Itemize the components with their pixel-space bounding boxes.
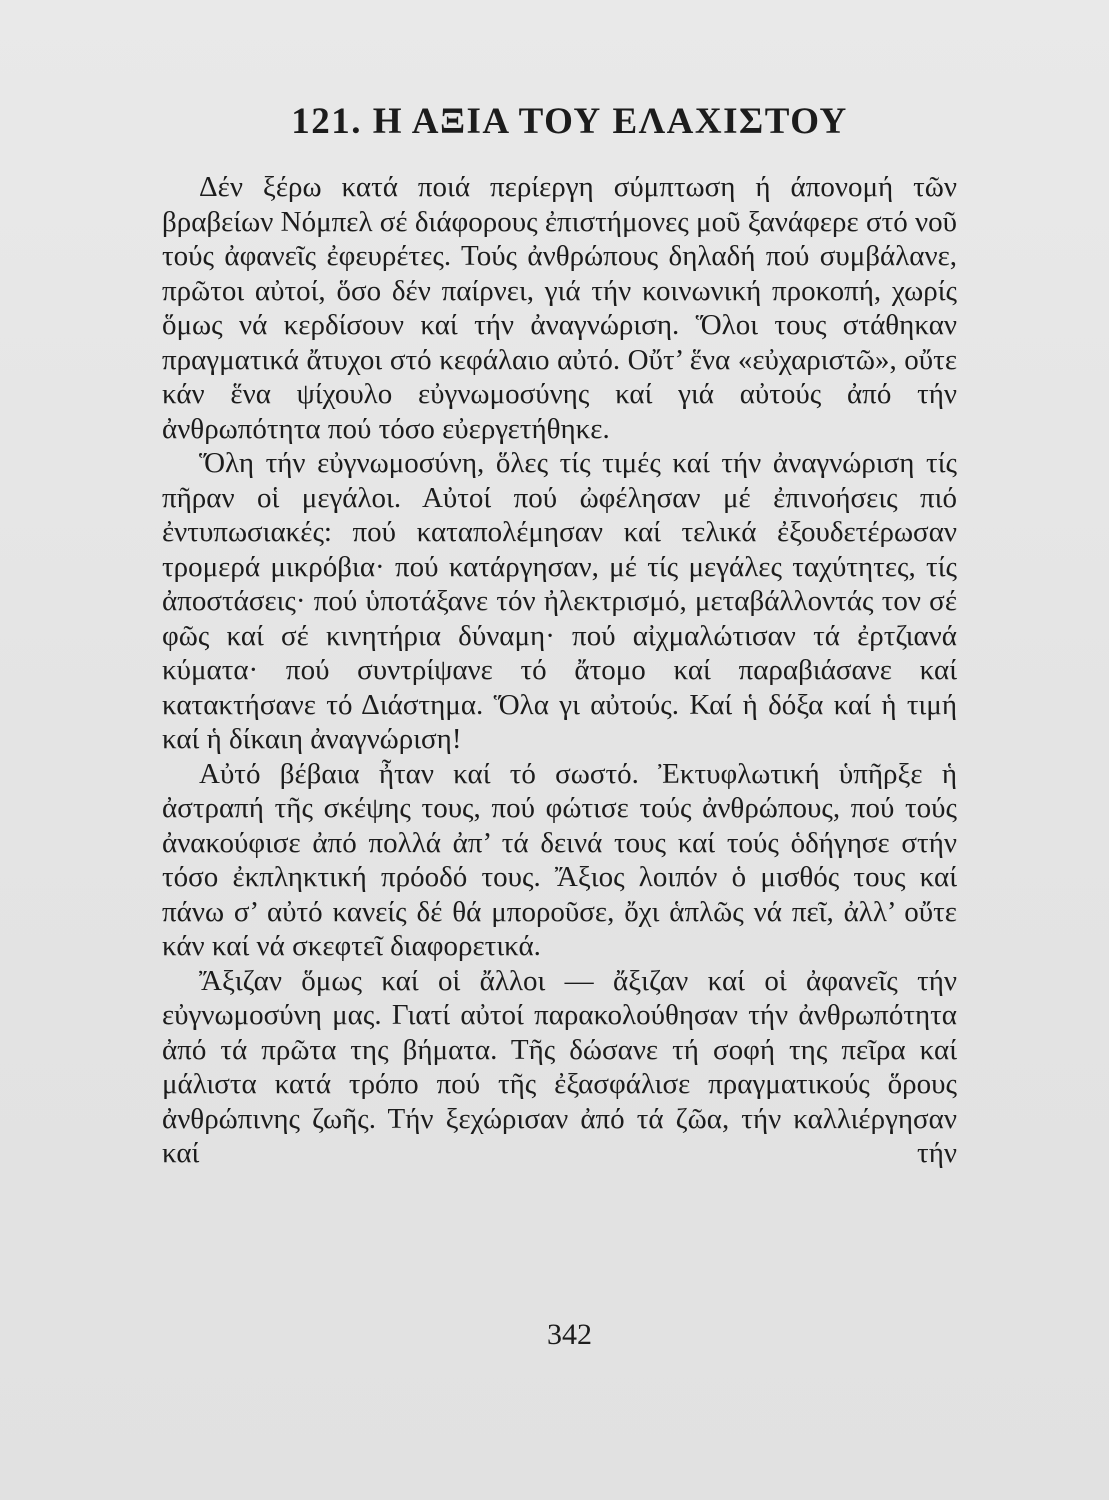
paragraph-1: Δέν ξέρω κατά ποιά περίεργη σύμπτωση ή άπονομή τῶν βραβείων Νόμπελ σέ διάφορους ἐπιστήμονες μοῦ ξανάφερε στό νοῦ τούς ἀφανεῖς ἐφευρέτες. Τούς ἀνθρώπους δηλαδή πού συμβάλανε, πρῶτοι αὐτοί, ὅσο δέν παίρνει, γιά τήν κοινωνική προκοπή, χωρίς ὅμως νά κερδίσουν καί τήν ἀναγνώριση. Ὅλοι τους στάθηκαν πραγματικά ἄτυχοι στό κεφάλαιο αὐτό. Οὔτ’ ἕνα «εὐχαριστῶ», οὔτε κάν ἕνα ψίχουλο εὐγνωμοσύνης καί γιά αὐτούς ἀπό τήν ἀνθρωπότητα πού τόσο εὐεργετήθηκε.	[162, 171, 957, 445]
paragraph-3: Αὐτό βέβαια ἦταν καί τό σωστό. Ἐκτυφλωτική ὑπῆρξε ἡ ἀστραπή τῆς σκέψης τους, πού φώτισε τούς ἀνθρώπους, πού τούς ἀνακούφισε ἀπό πολλά ἀπ’ τά δεινά τους καί τούς ὁδήγησε στήν τόσο ἐκπληκτική πρόοδό τους. Ἄξιος λοιπόν ὁ μισθός τους καί πάνω σ’ αὐτό κανείς δέ θά μποροῦσε, ὄχι ἁπλῶς νά πεῖ, ἀλλ’ οὔτε κάν καί νά σκεφτεῖ διαφορετικά.	[162, 757, 957, 962]
paragraph-4: Ἄξιζαν ὅμως καί οἱ ἄλλοι — ἄξιζαν καί οἱ ἀφανεῖς τήν εὐγνωμοσύνη μας. Γιατί αὐτοί παρακολούθησαν τήν ἀνθρωπότητα ἀπό τά πρῶτα της βήματα. Τῆς δώσανε τή σοφή της πεῖρα καί μάλιστα κατά τρόπο πού τῆς ἐξασφάλισε πραγματικούς ὅρους ἀνθρώπινης ζωῆς. Τήν ξεχώρισαν ἀπό τά ζῶα, τήν καλλιέργησαν καί τήν	[162, 964, 957, 1169]
page-number: 342	[547, 1318, 592, 1351]
text-body	[162, 170, 957, 1171]
paragraph-2: Ὅλη τήν εὐγνωμοσύνη, ὅλες τίς τιμές καί τήν ἀναγνώριση τίς πῆραν οἱ μεγάλοι. Αὐτοί πού ὠφέλησαν μέ ἐπινοήσεις πιό ἐντυπωσιακές: πού καταπολέμησαν καί τελικά ἐξουδετέρωσαν τρομερά μικρόβια· πού κατάργησαν, μέ τίς μεγάλες ταχύτητες, τίς ἀποστάσεις· πού ὑποτάξανε τόν ἠλεκτρισμό, μεταβάλλοντάς τον σέ φῶς καί σέ κινητήρια δύναμη· πού αἰχμαλώτισαν τά ἐρτζιανά κύματα· πού συντρίψανε τό ἄτομο καί παραβιάσανε καί κατακτήσανε τό Διάστημα. Ὅλα γι αὐτούς. Καί ἡ δόξα καί ἡ τιμή καί ἡ δίκαιη ἀναγνώριση!	[162, 447, 957, 755]
chapter-title: 121. Η ΑΞΙΑ ΤΟΥ ΕΛΑΧΙΣΤΟΥ	[291, 101, 848, 142]
